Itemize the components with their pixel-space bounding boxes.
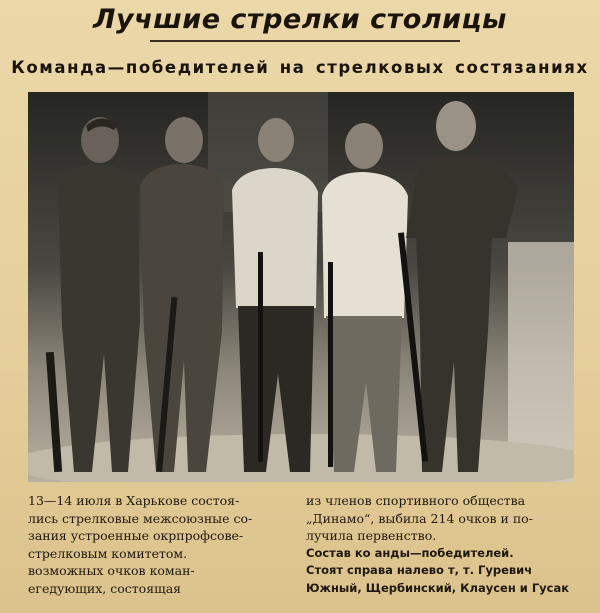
article-line: стрелковым комитетом.: [28, 545, 188, 561]
headline-underline: [150, 40, 460, 42]
article-line: егедующих, состоящая: [28, 580, 182, 596]
photo-caption-line: Состав ко анды—победителей.: [306, 545, 514, 560]
subheadline: Команда—победителей на стрелковых состязаниях: [11, 58, 589, 77]
photo-caption-line: Стоят справа налево т, т. Гуревич: [306, 563, 533, 577]
article-right-column: [306, 492, 598, 597]
article-line: „Динамо“, выбила 214 очков и по-: [306, 510, 533, 526]
article-line: лучила первенство.: [306, 528, 437, 543]
article-line: зания устроенные окрпрофсове-: [28, 528, 244, 543]
article-line: возможных очков коман-: [28, 563, 195, 578]
group-photo-five-marksmen-with-rifles-icon: [28, 92, 574, 482]
article-line: из членов спортивного общества: [306, 493, 526, 508]
article-line: лись стрелковые межсоюзные со-: [28, 510, 253, 526]
headline: Лучшие стрелки столицы: [93, 4, 507, 35]
group-photo: [28, 92, 574, 482]
photo-caption-line: Южный, Щербинский, Клаусен и Гусак: [306, 580, 570, 595]
article-left-column: [28, 492, 298, 597]
article-line: 13—14 июля в Харькове состоя-: [28, 493, 240, 508]
